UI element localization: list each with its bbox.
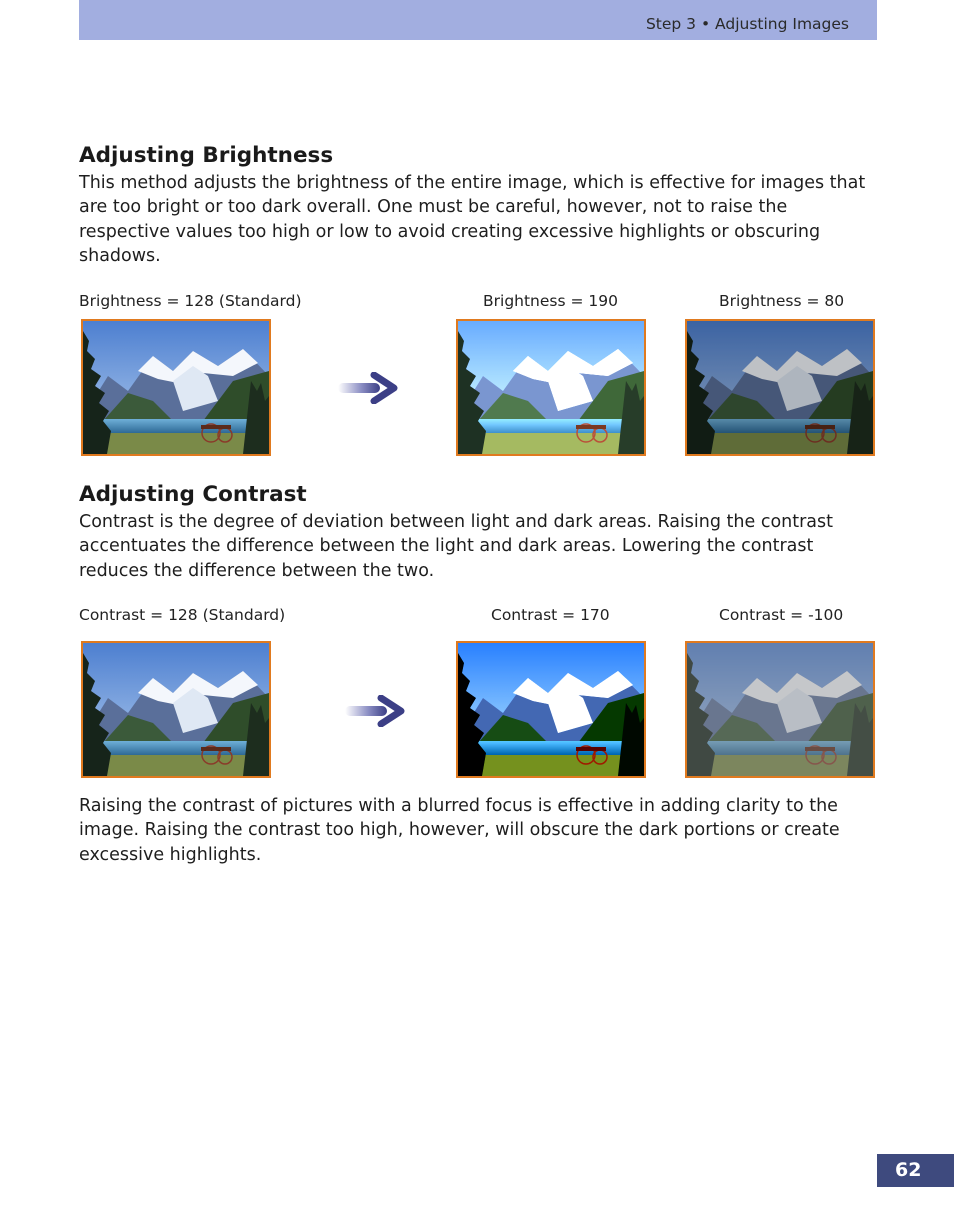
- brightness-low-caption: Brightness = 80: [719, 292, 845, 310]
- brightness-high-caption: Brightness = 190: [483, 292, 618, 310]
- brightness-heading: Adjusting Brightness: [79, 143, 334, 168]
- contrast-standard-photo: [81, 641, 271, 778]
- contrast-low-photo: [685, 641, 875, 778]
- arrow-right-icon: [338, 372, 398, 404]
- brightness-low-photo: [685, 319, 875, 456]
- arrow-right-icon: [345, 695, 405, 727]
- brightness-description: This method adjusts the brightness of the entire image, which is effective for images that are too bright or too dark overall. One must be careful, however, not to raise the respective values too high or low to avoid creating excessive highlights or obscuring shadows.: [79, 173, 866, 266]
- contrast-footer-description: Raising the contrast of pictures with a blurred focus is effective in adding clarity to the image. Raising the contrast too high, however, will obscure the dark portions or create excessive highlights.: [79, 796, 840, 865]
- brightness-high-photo: [456, 319, 646, 456]
- header-bar: [79, 0, 877, 40]
- contrast-low-caption: Contrast = -100: [719, 606, 844, 624]
- contrast-high-caption: Contrast = 170: [491, 606, 610, 624]
- page-number: 62: [895, 1159, 922, 1181]
- contrast-standard-caption: Contrast = 128 (Standard): [79, 606, 286, 624]
- contrast-description: Contrast is the degree of deviation between light and dark areas. Raising the contrast accentuates the difference between the light and dark areas. Lowering the contrast reduces the difference between the two.: [79, 512, 834, 581]
- contrast-heading: Adjusting Contrast: [79, 482, 307, 507]
- page-number-box: [877, 1154, 954, 1187]
- brightness-standard-caption: Brightness = 128 (Standard): [79, 292, 302, 310]
- contrast-high-photo: [456, 641, 646, 778]
- header-section-title: Step 3 • Adjusting Images: [645, 15, 849, 33]
- brightness-standard-photo: [81, 319, 271, 456]
